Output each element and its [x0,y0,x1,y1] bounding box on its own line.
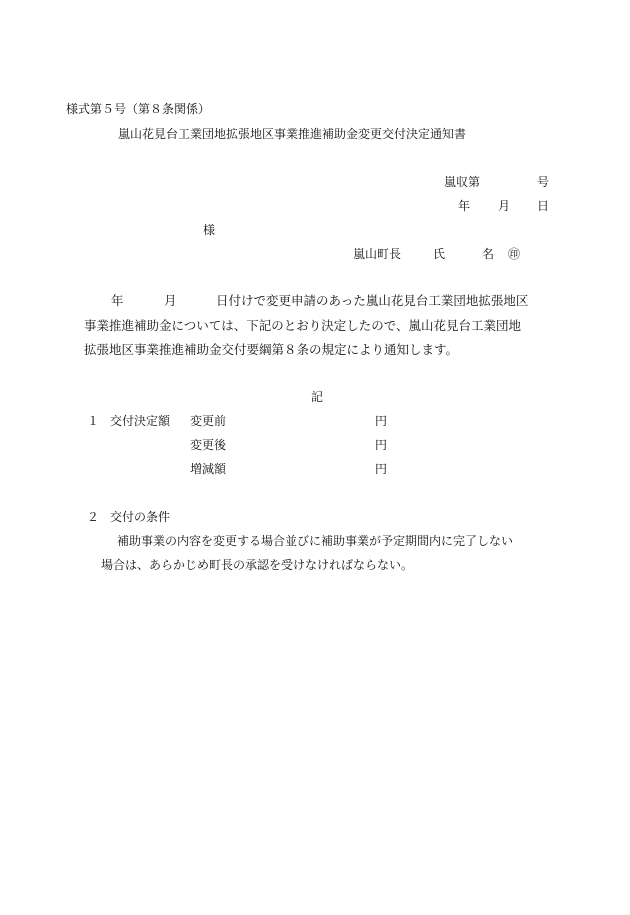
item-1-row-before-label: 変更前 [190,414,227,428]
ki-heading: 記 [311,390,324,404]
issuer-name-label-2: 名 [482,247,495,261]
item-2-label: 交付の条件 [110,510,171,524]
item-1-row-diff-unit: 円 [375,462,388,476]
item-2-number: ２ [87,510,100,524]
date-month-label: 月 [498,199,511,213]
item-1-row-after-unit: 円 [375,438,388,452]
document-number-suffix: 号 [537,175,550,189]
item-2-line-2: 場合は、あらかじめ町長の承認を受けなければならない。 [101,558,414,572]
body-line-3: 拡張地区事業推進補助金交付要綱第８条の規定により通知します。 [84,342,459,357]
item-1-label: 交付決定額 [110,414,171,428]
item-2-line-1: 補助事業の内容を変更する場合並びに補助事業が予定期間内に完了しない [117,534,514,548]
item-1-number: １ [87,414,100,428]
body-line-1: 日付けで変更申請のあった嵐山花見台工業団地拡張地区 [216,293,529,308]
issuer-name-label-1: 氏 [433,247,446,261]
body-year-label: 年 [111,293,124,308]
item-1-row-after-label: 変更後 [190,438,227,452]
seal-mark: ㊞ [508,247,521,261]
document-number-prefix: 嵐収第 [444,175,481,189]
addressee-suffix: 様 [203,223,216,237]
body-month-label: 月 [164,293,177,308]
issuer-title: 嵐山町長 [353,247,402,261]
body-line-2: 事業推進補助金については、下記のとおり決定したので、嵐山花見台工業団地 [84,318,522,333]
item-1-row-before-unit: 円 [375,414,388,428]
date-year-label: 年 [458,199,471,213]
item-1-row-diff-label: 増減額 [190,462,227,476]
date-day-label: 日 [537,199,550,213]
document-title: 嵐山花見台工業団地拡張地区事業推進補助金変更交付決定通知書 [118,127,467,141]
form-label: 様式第５号（第８条関係） [66,102,211,116]
